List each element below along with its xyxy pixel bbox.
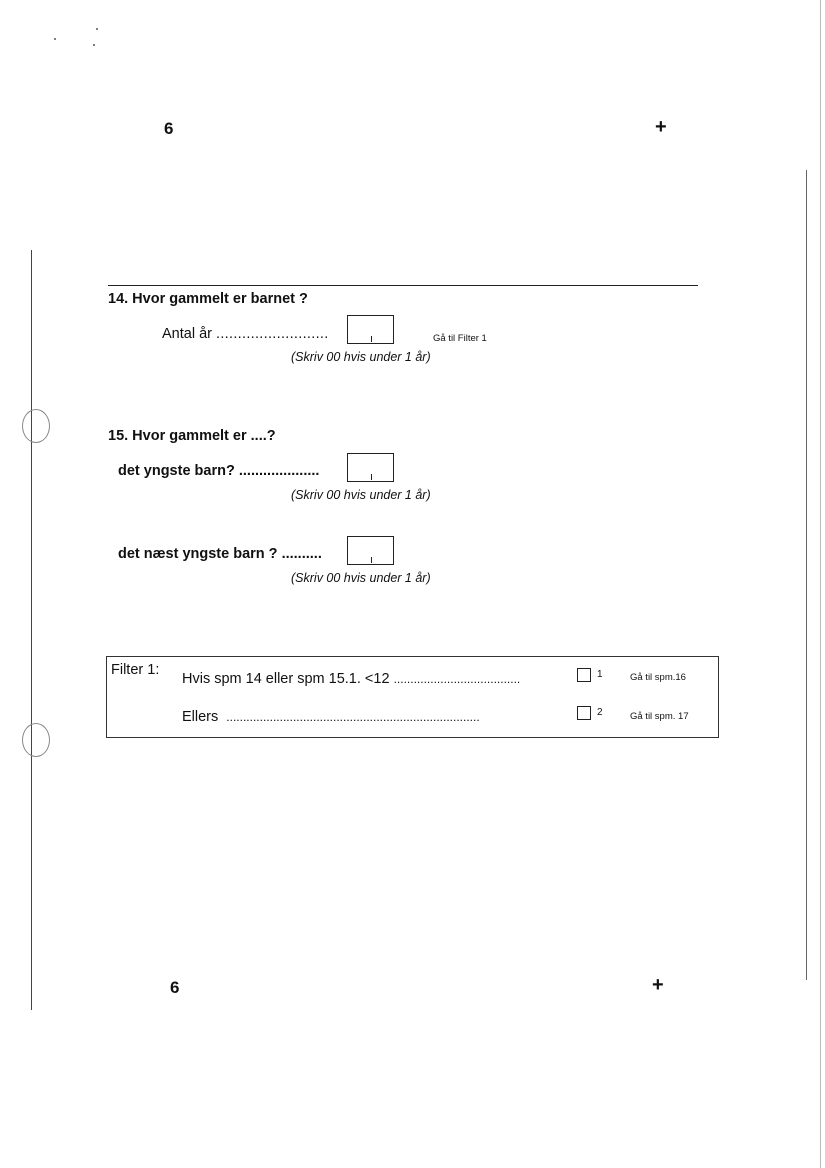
filter-row-1-checkbox[interactable]: [577, 668, 591, 682]
filter-row-2-text: [182, 709, 480, 725]
right-edge-line: [806, 170, 807, 980]
filter-row-2-checkbox[interactable]: [577, 706, 591, 720]
section-divider: [108, 285, 698, 286]
right-edge-shadow: [820, 0, 821, 1168]
second-youngest-child-text: det næst yngste barn ?: [118, 546, 278, 562]
second-youngest-age-input-box[interactable]: [347, 536, 394, 565]
youngest-note: (Skriv 00 hvis under 1 år): [291, 488, 431, 502]
filter-row-1-condition: Hvis spm 14 eller spm 15.1. <12: [182, 671, 390, 687]
left-edge-line: [31, 250, 32, 1010]
youngest-child-text: det yngste barn?: [118, 463, 235, 479]
page-number-top: 6: [164, 119, 174, 138]
antal-aar-label: Antal år: [162, 326, 212, 342]
question-14-note: (Skriv 00 hvis under 1 år): [291, 350, 431, 364]
filter-1-title: Filter 1:: [111, 662, 160, 678]
second-youngest-note: (Skriv 00 hvis under 1 år): [291, 571, 431, 585]
punch-hole-lower: [22, 723, 50, 757]
scan-speck: [54, 38, 56, 40]
question-14-title: 14. Hvor gammelt er barnet ?: [108, 291, 308, 307]
scan-speck: [93, 44, 95, 46]
filter-row-1-text: [182, 671, 520, 687]
scan-speck: [96, 28, 98, 30]
dot-leader: ......................................: [393, 672, 521, 686]
youngest-age-input-box[interactable]: [347, 453, 394, 482]
registration-mark-bottom: +: [652, 974, 664, 996]
filter-row-2-condition: Ellers: [182, 709, 219, 725]
filter-row-1-goto: Gå til spm.16: [630, 672, 686, 683]
punch-hole-upper: [22, 409, 50, 443]
goto-filter-1: Gå til Filter 1: [433, 333, 487, 344]
dot-leader: ....................: [238, 463, 320, 479]
page-number-bottom: 6: [170, 978, 180, 997]
age-input-box[interactable]: [347, 315, 394, 344]
filter-1-box: [106, 656, 719, 738]
dot-leader: ..........................: [216, 326, 329, 342]
registration-mark-top: +: [655, 116, 667, 138]
dot-leader: ............................................................................: [226, 710, 480, 724]
question-14-label: [162, 326, 329, 342]
filter-row-2-code: 2: [597, 707, 603, 718]
dot-leader: ..........: [281, 546, 322, 562]
question-15-title: 15. Hvor gammelt er ....?: [108, 428, 276, 444]
youngest-child-label: [118, 463, 319, 479]
filter-row-1-code: 1: [597, 669, 603, 680]
second-youngest-child-label: [118, 546, 322, 562]
filter-row-2-goto: Gå til spm. 17: [630, 711, 689, 722]
